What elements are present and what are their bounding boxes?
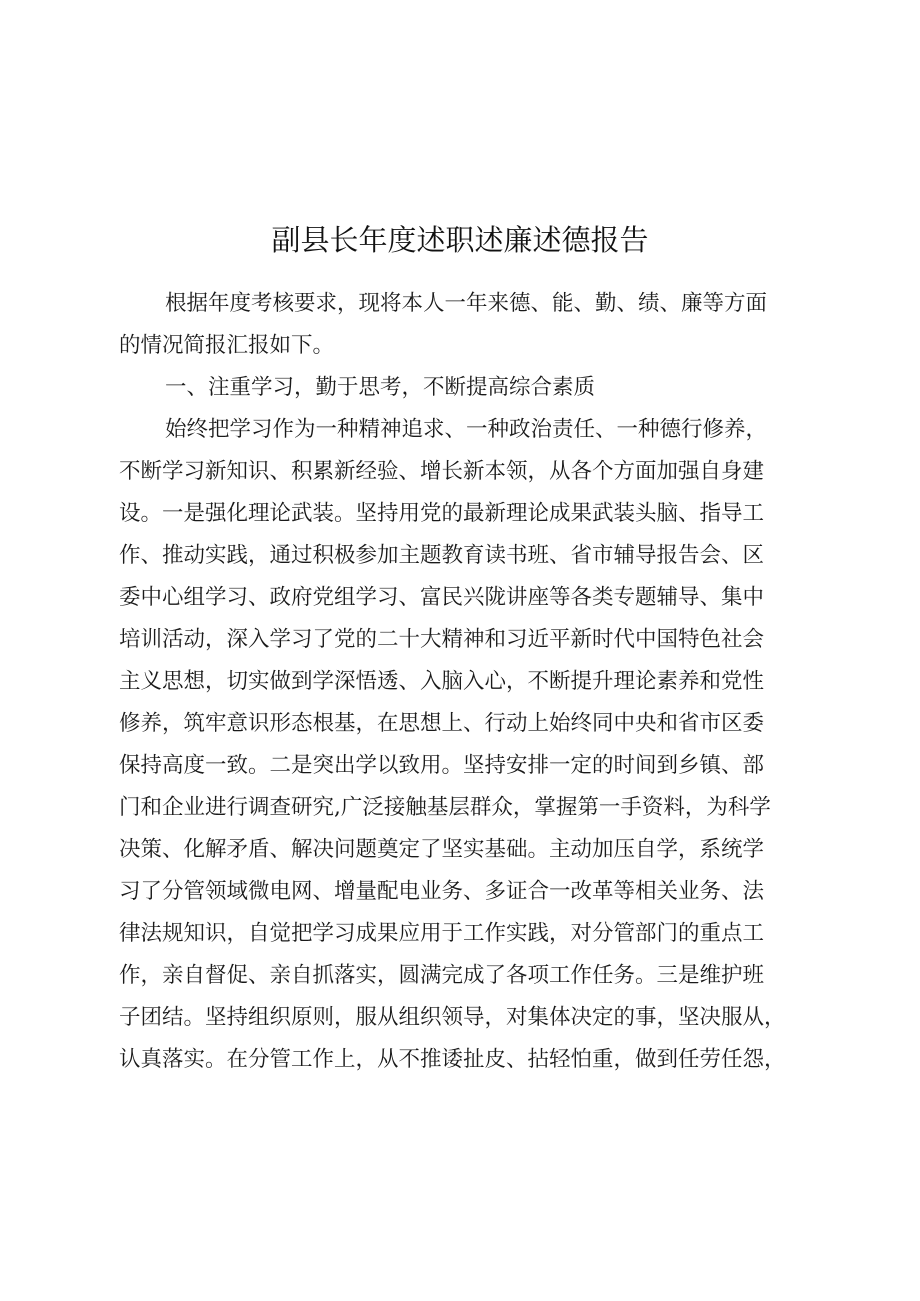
body-line: 不断学习新知识、积累新经验、增长新本领，从各个方面加强自身建 [119,459,765,484]
body-line: 委中心组学习、政府党组学习、富民兴陇讲座等各类专题辅导、集中 [119,585,765,610]
body-line: 修养，筑牢意识形态根基，在思想上、行动上始终同中央和省市区委 [119,711,765,736]
body-line: 根据年度考核要求，现将本人一年来德、能、勤、绩、廉等方面 [165,291,768,316]
body-line: 保持高度一致。二是突出学以致用。坚持安排一定的时间到乡镇、部 [119,753,765,778]
body-line: 律法规知识，自觉把学习成果应用于工作实践，对分管部门的重点工 [119,921,765,946]
document-title: 副县长年度述职述廉述德报告 [271,223,649,257]
body-line: 习了分管领域微电网、增量配电业务、多证合一改革等相关业务、法 [119,879,765,904]
body-line: 认真落实。在分管工作上，从不推诿扯皮、拈轻怕重，做到任劳任怨， [119,1047,786,1072]
body-line: 子团结。坚持组织原则，服从组织领导，对集体决定的事，坚决服从， [119,1005,786,1030]
body-line: 作、推动实践，通过积极参加主题教育读书班、省市辅导报告会、区 [119,543,765,568]
body-line: 门和企业进行调查研究,广泛接触基层群众，掌握第一手资料，为科学 [119,795,771,820]
body-line: 决策、化解矛盾、解决问题奠定了坚实基础。主动加压自学，系统学 [119,837,765,862]
body-line: 的情况简报汇报如下。 [119,333,335,358]
body-line: 主义思想，切实做到学深悟透、入脑入心，不断提升理论素养和党性 [119,669,765,694]
body-line: 作，亲自督促、亲自抓落实，圆满完成了各项工作任务。三是维护班 [119,963,765,988]
section-heading: 一、注重学习，勤于思考，不断提高综合素质 [165,375,596,400]
body-line: 设。一是强化理论武装。坚持用党的最新理论成果武装头脑、指导工 [119,501,765,526]
body-line: 培训活动，深入学习了党的二十大精神和习近平新时代中国特色社会 [119,627,765,652]
document-body [119,283,824,1081]
body-line: 始终把学习作为一种精神追求、一种政治责任、一种德行修养， [165,417,768,442]
